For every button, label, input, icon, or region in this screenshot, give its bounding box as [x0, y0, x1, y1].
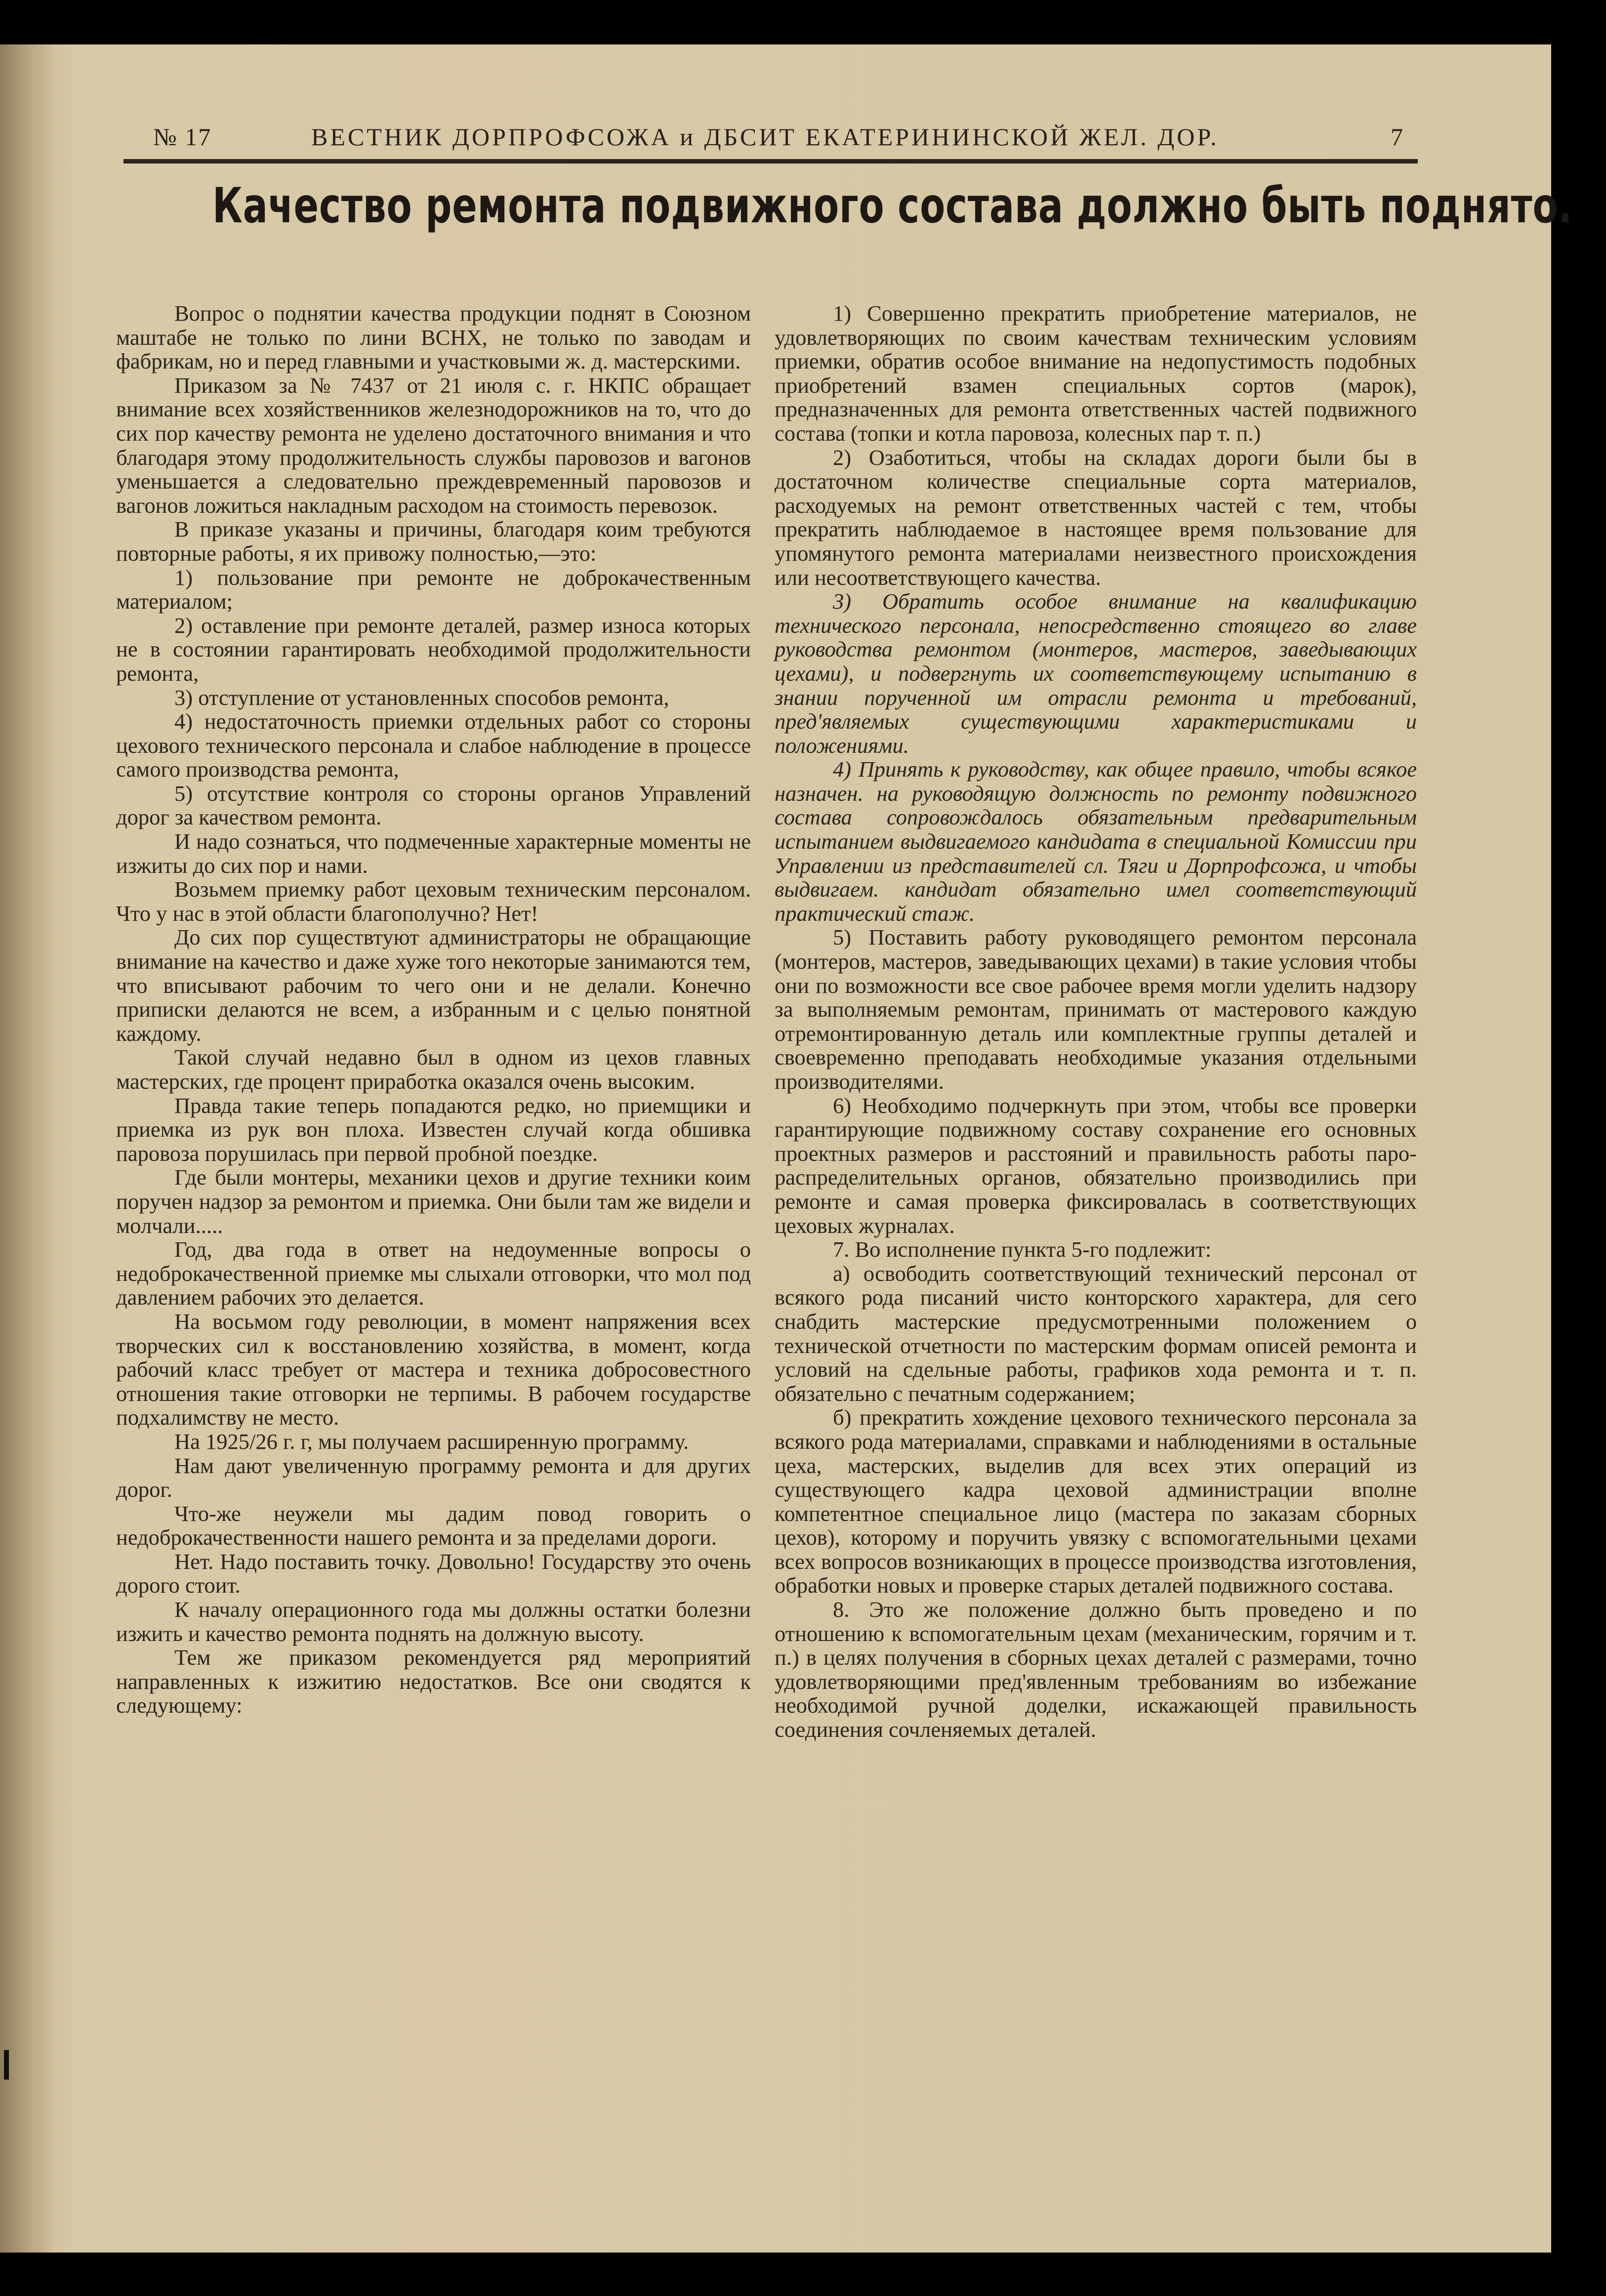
- list-item: 4) Принять к руководству, как общее правило, чтобы всякое назначен. на руководящую должность по ремонту подвижного состава сопровождалось обязательным предварительным испытанием выдвигаемого кандидата в специальной Комиссии при Управлении из представителей сл. Тяги и Дорпрофсожа, и чтобы выдвигаем. кандидат обязательно имел соответствующий практический стаж.: [775, 757, 1417, 926]
- left-column: [116, 301, 751, 1718]
- right-column: [775, 301, 1417, 1742]
- list-item: 3) отступление от установленных способов ремонта,: [174, 685, 669, 710]
- scan-edge-mark: [4, 2050, 9, 2080]
- list-item: 4) недостаточность приемки отдельных работ со стороны цехового технического персонала и слабое наблюдение в процессе самого производства ремонта,: [116, 709, 751, 782]
- list-item: 5) отсутствие контроля со стороны органов Управлений дорог за качеством ремонта.: [116, 780, 751, 830]
- list-item: 8. Это же положение должно быть проведено и по отношению к вспомогательным цехам (механическим, горячим и т. п.) в целях получения в сборных цехах деталей с размерами, точно удовлетворяющими пред'явленным требованиям во избежание необходимой ручной доделки, искажающей правильность соединения сочленяемых деталей.: [775, 1597, 1417, 1742]
- paragraph: Приказом за № 7437 от 21 июля с. г. НКПС обращает внимание всех хозяйственников железнодорожников на то, что до сих пор качеству ремонта не уделено достаточного внимания и что благодаря этому продолжительность службы паровозов и вагонов уменьшается а следовательно преждевременный паровозов и вагонов ложиться накладным расходом на стоимость перевозок.: [116, 372, 751, 518]
- journal-page: [0, 44, 1573, 2253]
- paragraph: Такой случай недавно был в одном из цехов главных мастерских, где процент приработка оказался очень высоким.: [116, 1045, 751, 1094]
- journal-title: ВЕСТНИК ДОРПРОФСОЖА и ДБСИТ ЕКАТЕРИНИНСКОЙ ЖЕЛ. ДОР.: [311, 123, 1219, 151]
- list-item: 2) оставление при ремонте деталей, размер износа которых не в состоянии гарантировать необходимой продолжительности ремонта,: [116, 613, 751, 686]
- list-item: 2) Озаботиться, чтобы на складах дороги были бы в достаточном количестве специальные сорта материалов, расходуемых на ремонт ответственных частей с тем, чтобы прекратить наблюдаемое в настоящее время пользование для упомянутого ремонта материалами неизвестного происхождения или несоответствующего качества.: [775, 445, 1417, 590]
- paragraph: На восьмом году революции, в момент напряжения всех творческих сил к восстановлению хозяйства, в момент, когда рабочий класс требует от мастера и техника добросовестного отношения такие отговорки не терпимы. В рабочем государстве подхалимству не место.: [116, 1309, 751, 1430]
- sub-list-item: а) освободить соответствующий технический персонал от всякого рода писаний чисто конторского характера, для сего снабдить мастерские предусмотренными положением о технической отчетности по мастерским формам описей ремонта и условий на сдельные работы, графиков хода ремонта и т. п. обязательно с печатным содержанием;: [775, 1261, 1417, 1406]
- sub-list-item: б) прекратить хождение цехового технического персонала за всякого рода материалами, справками и наблюдениями в остальные цеха, мастерских, выделив для всех этих операций из существующего кадра цеховой администрации вполне компетентное специальное лицо (мастера по заказам сборных цехов), которому и поручить увязку с вспомогательными цехами всех вопросов возникающих в процессе производства изготовления, обработки новых и проверке старых деталей подвижного состава.: [775, 1405, 1417, 1598]
- list-item: 5) Поставить работу руководящего ремонтом персонала (монтеров, мастеров, заведывающих цехами) в такие условия чтобы они по возможности все свое рабочее время могли уделить надзору за выполняемым ремонтам, принимать от мастерового каждую отремонтированную деталь или комплектные группы деталей и своевременно преподавать необходимые указания отдельными производителями.: [775, 925, 1417, 1094]
- list-item: 7. Во исполнение пункта 5-го подлежит:: [833, 1237, 1211, 1262]
- running-header: [124, 120, 1418, 164]
- paragraph: Тем же приказом рекомендуется ряд мероприятий направленных к изжитию недостатков. Все они сводятся к следующему:: [116, 1645, 751, 1718]
- issue-number: № 17: [153, 123, 212, 151]
- paragraph: К началу операционного года мы должны остатки болезни изжить и качество ремонта поднять на должную высоту.: [116, 1597, 751, 1646]
- list-item: 3) Обратить особое внимание на квалификацию технического персонала, непосредственно стоящего во главе руководства ремонтом (монтеров, мастеров, заведывающих цехами), и подвергнуть их соответствующему испытанию в знании порученной им отрасли ремонта и требований, пред'являемых существующими характеристиками и положениями.: [775, 589, 1417, 758]
- article-title: Качество ремонта подвижного состава должно быть поднято.: [212, 178, 1573, 234]
- paragraph: Что-же неужели мы дадим повод говорить о недоброкачественности нашего ремонта и за пределами дороги.: [116, 1501, 751, 1550]
- paragraph: В приказе указаны и причины, благодаря коим требуются повторные работы, я их привожу полностью,—это:: [116, 517, 751, 566]
- paragraph: Возьмем приемку работ цеховым техническим персоналом. Что у нас в этой области благополучно? Нет!: [116, 877, 751, 926]
- paragraph: Где были монтеры, механики цехов и другие техники коим поручен надзор за ремонтом и приемка. Они были там же видели и молчали.....: [116, 1165, 751, 1238]
- paragraph: Год, два года в ответ на недоуменные вопросы о недоброкачественной приемке мы слыхали отговорки, что мол под давлением рабочих это делается.: [116, 1237, 751, 1310]
- page-spine-shadow: [0, 44, 54, 2253]
- list-item: 1) Совершенно прекратить приобретение материалов, не удовлетворяющих по своим качествам техническим условиям приемки, обратив особое внимание на недопустимость подобных приобретений взамен специальных сортов (марок), предназначенных для ремонта ответственных частей подвижного состава (топки и котла паровоза, колесных пар т. п.): [775, 301, 1417, 446]
- page-number: 7: [1391, 123, 1403, 151]
- paragraph: На 1925/26 г. г, мы получаем расширенную программу.: [174, 1429, 689, 1454]
- paragraph: До сих пор существтуют администраторы не обращающие внимание на качество и даже хуже того некоторые занимаются тем, что вписывают рабочим то чего они и не делали. Конечно приписки делаются не всем, а избранным и с целью понятной каждому.: [116, 925, 751, 1046]
- paragraph: Вопрос о поднятии качества продукции поднят в Союзном маштабе не только по лини ВСНХ, не только по заводам и фабрикам, но и перед главными и участковыми ж. д. мастерскими.: [116, 301, 751, 374]
- paragraph: И надо сознаться, что подмеченные характерные моменты не изжиты до сих пор и нами.: [116, 829, 751, 878]
- paragraph: Нам дают увеличенную программу ремонта и для других дорог.: [116, 1453, 751, 1502]
- paragraph: Нет. Надо поставить точку. Довольно! Государству это очень дорого стоит.: [116, 1549, 751, 1598]
- paragraph: Правда такие теперь попадаются редко, но приемщики и приемка из рук вон плоха. Известен случай когда обшивка паровоза порушилась при первой пробной поездке.: [116, 1093, 751, 1166]
- list-item: 6) Необходимо подчеркнуть при этом, чтобы все проверки гарантирующие подвижному составу сохранение его основных проектных размеров и расстояний и правильность работы паро-распределительных органов, обязательно производились при ремонте и самая проверка фиксировалась в соответствующих цеховых журналах.: [775, 1093, 1417, 1238]
- list-item: 1) пользование при ремонте не доброкачественным материалом;: [116, 565, 751, 614]
